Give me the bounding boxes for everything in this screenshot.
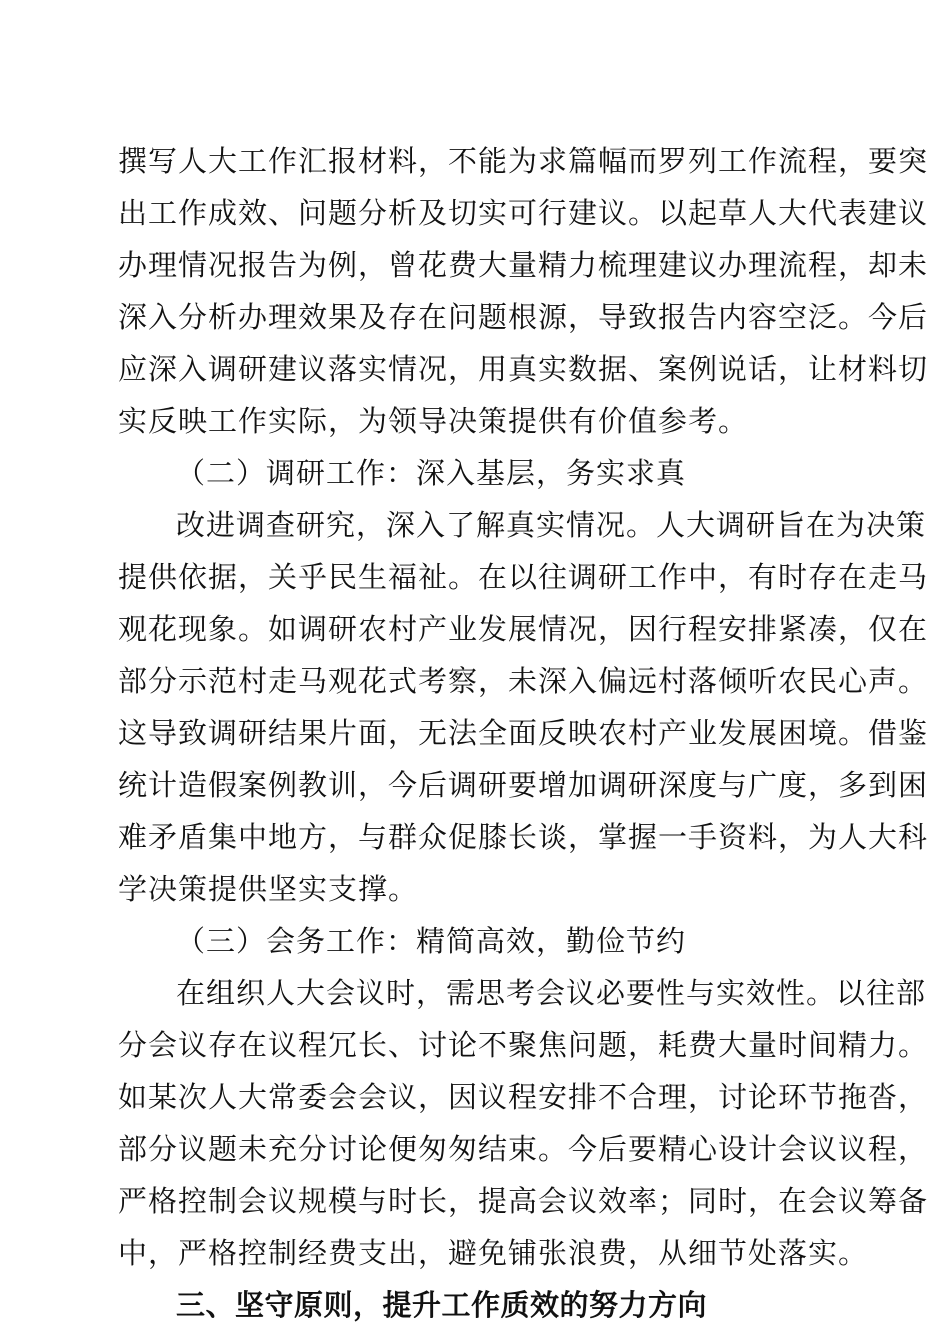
paragraph-line: 改进调查研究，深入了解真实情况。人大调研旨在为决策 bbox=[176, 508, 927, 542]
paragraph-line: 撰写人大工作汇报材料，不能为求篇幅而罗列工作流程，要突 bbox=[118, 144, 929, 178]
paragraph-line: 学决策提供坚实支撑。 bbox=[118, 872, 419, 906]
paragraph-line: 部分示范村走马观花式考察，未深入偏远村落倾听农民心声。 bbox=[118, 664, 929, 698]
paragraph-line: 办理情况报告为例，曾花费大量精力梳理建议办理流程，却未 bbox=[118, 248, 929, 282]
paragraph-line: 在组织人大会议时，需思考会议必要性与实效性。以往部 bbox=[176, 976, 927, 1010]
paragraph-line: 难矛盾集中地方，与群众促膝长谈，掌握一手资料，为人大科 bbox=[118, 820, 929, 854]
paragraph-line: 观花现象。如调研农村产业发展情况，因行程安排紧凑，仅在 bbox=[118, 612, 929, 646]
subsection-heading: （三）会务工作：精简高效，勤俭节约 bbox=[176, 924, 687, 958]
paragraph-line: 深入分析办理效果及存在问题根源，导致报告内容空泛。今后 bbox=[118, 300, 929, 334]
section-heading: 三、坚守原则，提升工作质效的努力方向 bbox=[176, 1288, 708, 1322]
paragraph-line: 如某次人大常委会会议，因议程安排不合理，讨论环节拖沓， bbox=[118, 1080, 929, 1114]
paragraph-line: 分会议存在议程冗长、讨论不聚焦问题，耗费大量时间精力。 bbox=[118, 1028, 929, 1062]
paragraph-line: 出工作成效、问题分析及切实可行建议。以起草人大代表建议 bbox=[118, 196, 929, 230]
paragraph-line: 实反映工作实际，为领导决策提供有价值参考。 bbox=[118, 404, 749, 438]
paragraph-line: 中，严格控制经费支出，避免铺张浪费，从细节处落实。 bbox=[118, 1236, 869, 1270]
paragraph-line: 提供依据，关乎民生福祉。在以往调研工作中，有时存在走马 bbox=[118, 560, 929, 594]
paragraph-line: 这导致调研结果片面，无法全面反映农村产业发展困境。借鉴 bbox=[118, 716, 929, 750]
subsection-heading: （二）调研工作：深入基层，务实求真 bbox=[176, 456, 687, 490]
paragraph-line: 部分议题未充分讨论便匆匆结束。今后要精心设计会议议程， bbox=[118, 1132, 929, 1166]
paragraph-line: 严格控制会议规模与时长，提高会议效率；同时，在会议筹备 bbox=[118, 1184, 929, 1218]
paragraph-line: 统计造假案例教训，今后调研要增加调研深度与广度，多到困 bbox=[118, 768, 929, 802]
paragraph-line: 应深入调研建议落实情况，用真实数据、案例说话，让材料切 bbox=[118, 352, 929, 386]
